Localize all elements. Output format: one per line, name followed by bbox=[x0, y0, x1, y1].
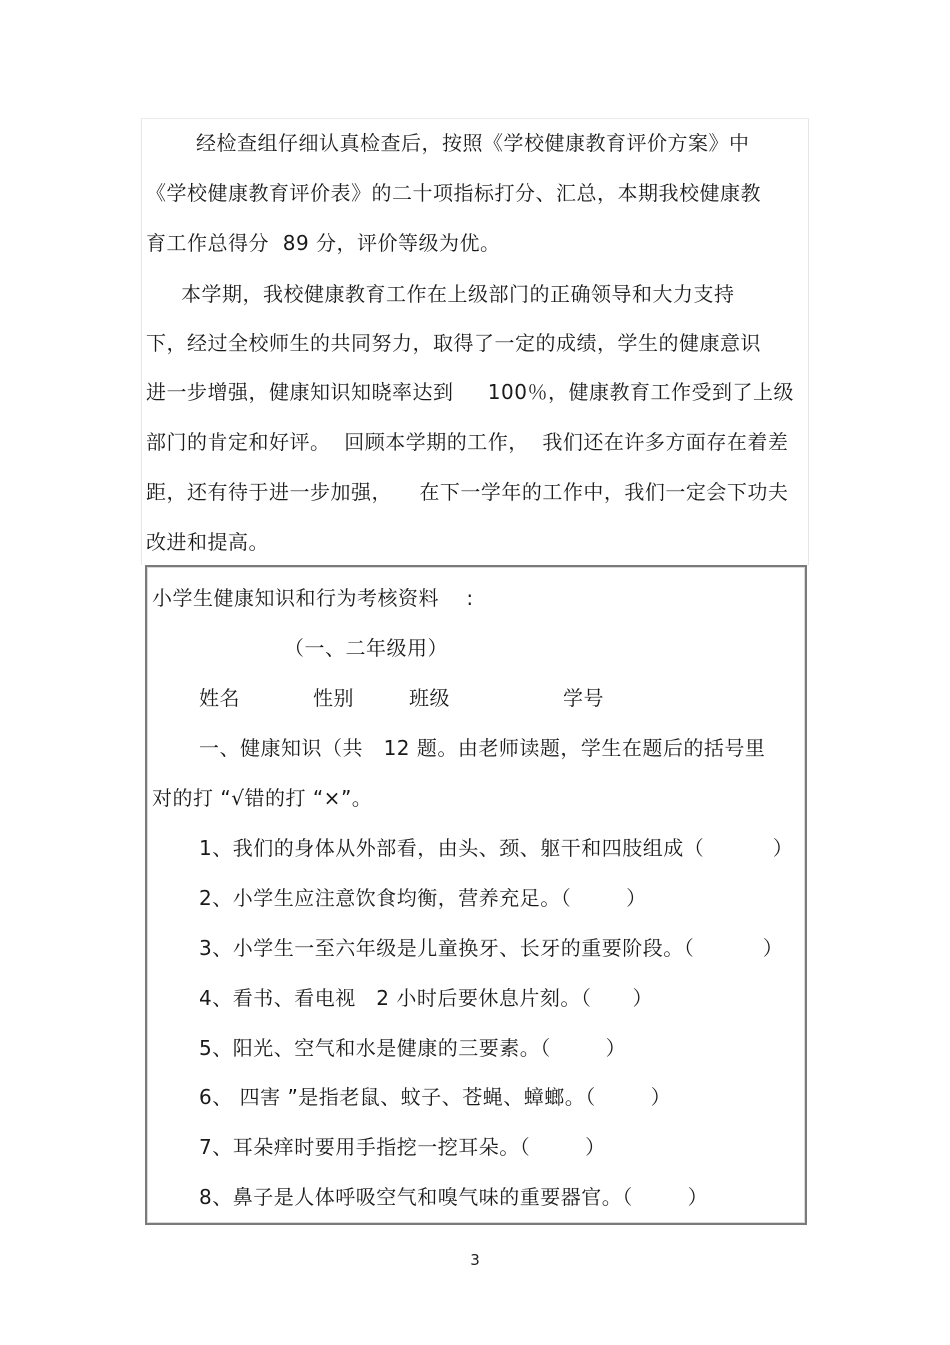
summary-p2-line2: 下，经过全校师生的共同努力，取得了一定的成绩，学生的健康意识 bbox=[146, 331, 761, 355]
summary-p2-line4: 部门的肯定和好评。 回顾本学期的工作， 我们还在许多方面存在着差 bbox=[146, 430, 789, 454]
summary-p2-line5: 距，还有待于进一步加强， 在下一学年的工作中，我们一定会下功夫 bbox=[146, 480, 789, 504]
field-gender-label: 性别 bbox=[313, 686, 354, 710]
assessment-title: 小学生健康知识和行为考核资料 : bbox=[152, 586, 474, 610]
field-name-label: 姓名 bbox=[199, 686, 240, 710]
question-item: 4、看书、看电视 2 小时后要休息片刻。（ ） bbox=[199, 986, 654, 1010]
question-item: 5、阳光、空气和水是健康的三要素。（ ） bbox=[199, 1036, 627, 1060]
assessment-grade: （一、二年级用） bbox=[284, 636, 448, 660]
question-item: 7、耳朵痒时要用手指挖一挖耳朵。（ ） bbox=[199, 1135, 606, 1159]
summary-p2-line6: 改进和提高。 bbox=[146, 530, 269, 554]
question-item: 1、我们的身体从外部看，由头、颈、躯干和四肢组成（ ） bbox=[199, 836, 794, 860]
question-item: 3、小学生一至六年级是儿童换牙、长牙的重要阶段。（ ） bbox=[199, 936, 784, 960]
summary-p1-line3: 育工作总得分 89 分，评价等级为优。 bbox=[146, 231, 501, 255]
page-number: 3 bbox=[470, 1251, 480, 1269]
summary-p2-line1: 本学期，我校健康教育工作在上级部门的正确领导和大力支持 bbox=[181, 282, 735, 306]
summary-p1-line1: 经检查组仔细认真检查后，按照《学校健康教育评价方案》中 bbox=[196, 131, 750, 155]
summary-p1-line2: 《学校健康教育评价表》的二十项指标打分、汇总，本期我校健康教 bbox=[146, 181, 761, 205]
question-item: 6、 四害 ”是指老鼠、蚊子、苍蝇、蟑螂。（ ） bbox=[199, 1085, 672, 1109]
question-item: 2、小学生应注意饮食均衡，营养充足。（ ） bbox=[199, 886, 647, 910]
section-heading-line2: 对的打 “√错的打 “×”。 bbox=[152, 786, 373, 810]
section-heading-line1: 一、健康知识（共 12 题。由老师读题，学生在题后的括号里 bbox=[199, 736, 766, 760]
field-class-label: 班级 bbox=[409, 686, 450, 710]
summary-p2-line3: 进一步增强，健康知识知晓率达到 100％，健康教育工作受到了上级 bbox=[146, 380, 794, 404]
question-item: 8、鼻子是人体呼吸空气和嗅气味的重要器官。（ ） bbox=[199, 1185, 709, 1209]
field-student-no-label: 学号 bbox=[563, 686, 604, 710]
